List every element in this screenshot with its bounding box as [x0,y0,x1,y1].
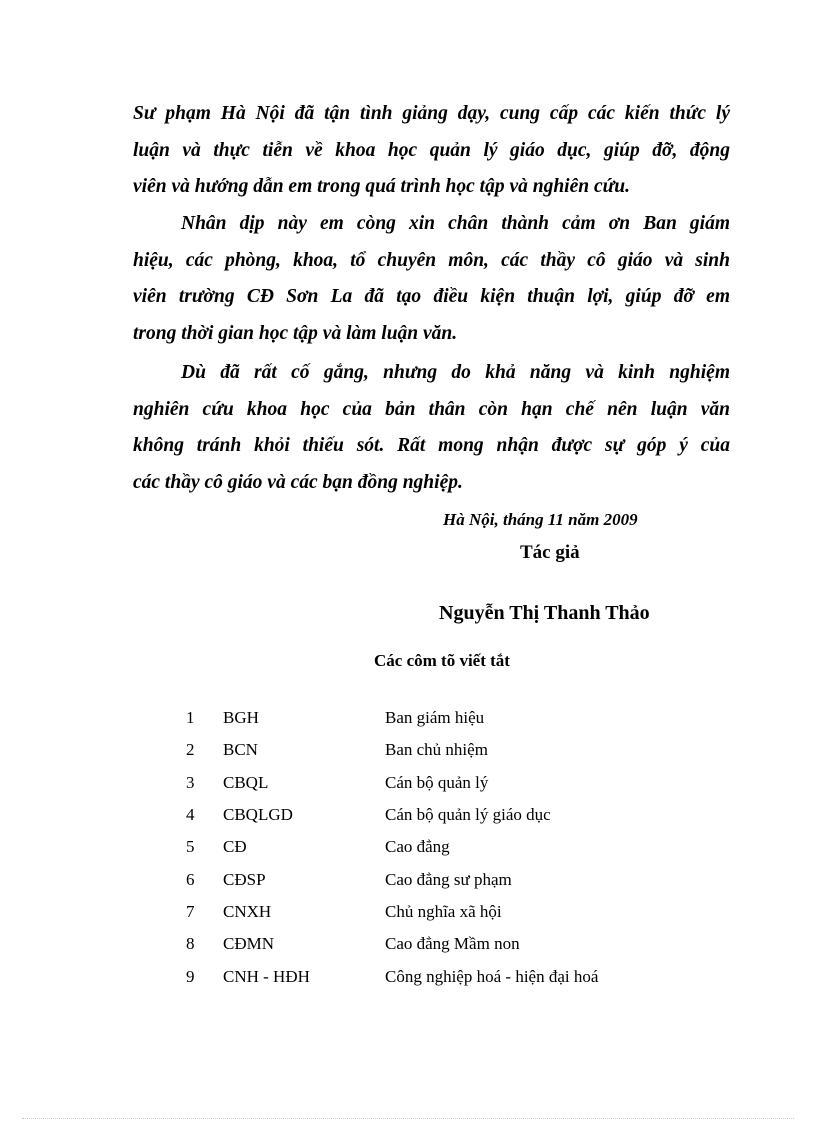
text-line: Dù đã rất cố gắng, nhưng do khả năng và kinh nghiệm [181,362,730,383]
table-row [186,799,598,831]
paragraph-acknowledgement-1 [133,96,730,206]
row-number: 1 [186,708,195,728]
text-line: hiệu, các phòng, khoa, tổ chuyên môn, các thầy cô giáo và sinh [133,249,730,271]
abbreviation-meaning: Công nghiệp hoá - hiện đại hoá [385,966,599,986]
abbreviation: CBQL [223,772,269,792]
abbreviation-meaning: Chủ nghĩa xã hội [385,901,502,921]
text-line: viên trường CĐ Sơn La đã tạo điều kiện thuận lợi, giúp đỡ em [133,286,730,308]
abbreviations-table [186,702,598,993]
text-line: Nhân dịp này em còng xin chân thành cảm ơn Ban giám [181,213,730,234]
table-row [186,831,598,863]
abbreviation-meaning: Cán bộ quản lý [385,772,489,792]
table-row [186,734,598,766]
abbreviation: CĐSP [223,869,266,889]
abbreviation: BCN [223,740,258,760]
abbreviation-meaning: Cán bộ quản lý giáo dục [385,805,551,825]
text-line: không tránh khỏi thiếu sót. Rất mong nhận được sự góp ý của [133,435,730,457]
text-line: trong thời gian học tập và làm luận văn. [133,323,458,345]
signature-label: Tác giả [520,542,580,563]
abbreviation: CNH - HĐH [223,966,310,986]
paragraph-acknowledgement-2 [133,206,730,353]
abbreviation: CĐ [223,837,247,857]
abbreviation: BGH [223,708,259,728]
row-number: 8 [186,934,195,954]
abbreviation-meaning: Ban giám hiệu [385,708,485,728]
table-row [186,863,598,895]
row-number: 3 [186,772,195,792]
table-row [186,960,598,992]
row-number: 2 [186,740,195,760]
text-line: viên và hướng dẫn em trong quá trình học tập và nghiên cứu. [133,176,631,198]
row-number: 9 [186,966,195,986]
text-line: Sư phạm Hà Nội đã tận tình giảng dạy, cung cấp các kiến thức lý [133,103,730,124]
abbreviation-meaning: Ban chủ nhiệm [385,740,488,760]
abbreviation-meaning: Cao đẳng [385,837,450,857]
row-number: 7 [186,901,195,921]
table-row [186,767,598,799]
row-number: 6 [186,869,195,889]
text-line: nghiên cứu khoa học của bản thân còn hạn chế nên luận văn [133,398,730,420]
abbreviation-meaning: Cao đẳng Mầm non [385,934,520,954]
paragraph-acknowledgement-3 [133,355,730,502]
abbreviation-meaning: Cao đẳng sư phạm [385,869,512,889]
abbreviation: CNXH [223,901,272,921]
signature-date: Hà Nội, tháng 11 năm 2009 [443,510,638,529]
row-number: 4 [186,805,195,825]
table-row [186,896,598,928]
abbreviation: CĐMN [223,934,275,954]
row-number: 5 [186,837,195,857]
table-row [186,702,598,734]
text-line: các thầy cô giáo và các bạn đồng nghiệp. [133,472,463,494]
abbreviations-title: Các côm tõ viết tắt [374,651,510,670]
text-line: luận và thực tiễn về khoa học quản lý giáo dục, giúp đỡ, động [133,139,730,161]
author-name: Nguyễn Thị Thanh Thảo [439,602,650,624]
table-row [186,928,598,960]
page-bottom-divider [22,1118,794,1119]
abbreviation: CBQLGD [223,805,293,825]
